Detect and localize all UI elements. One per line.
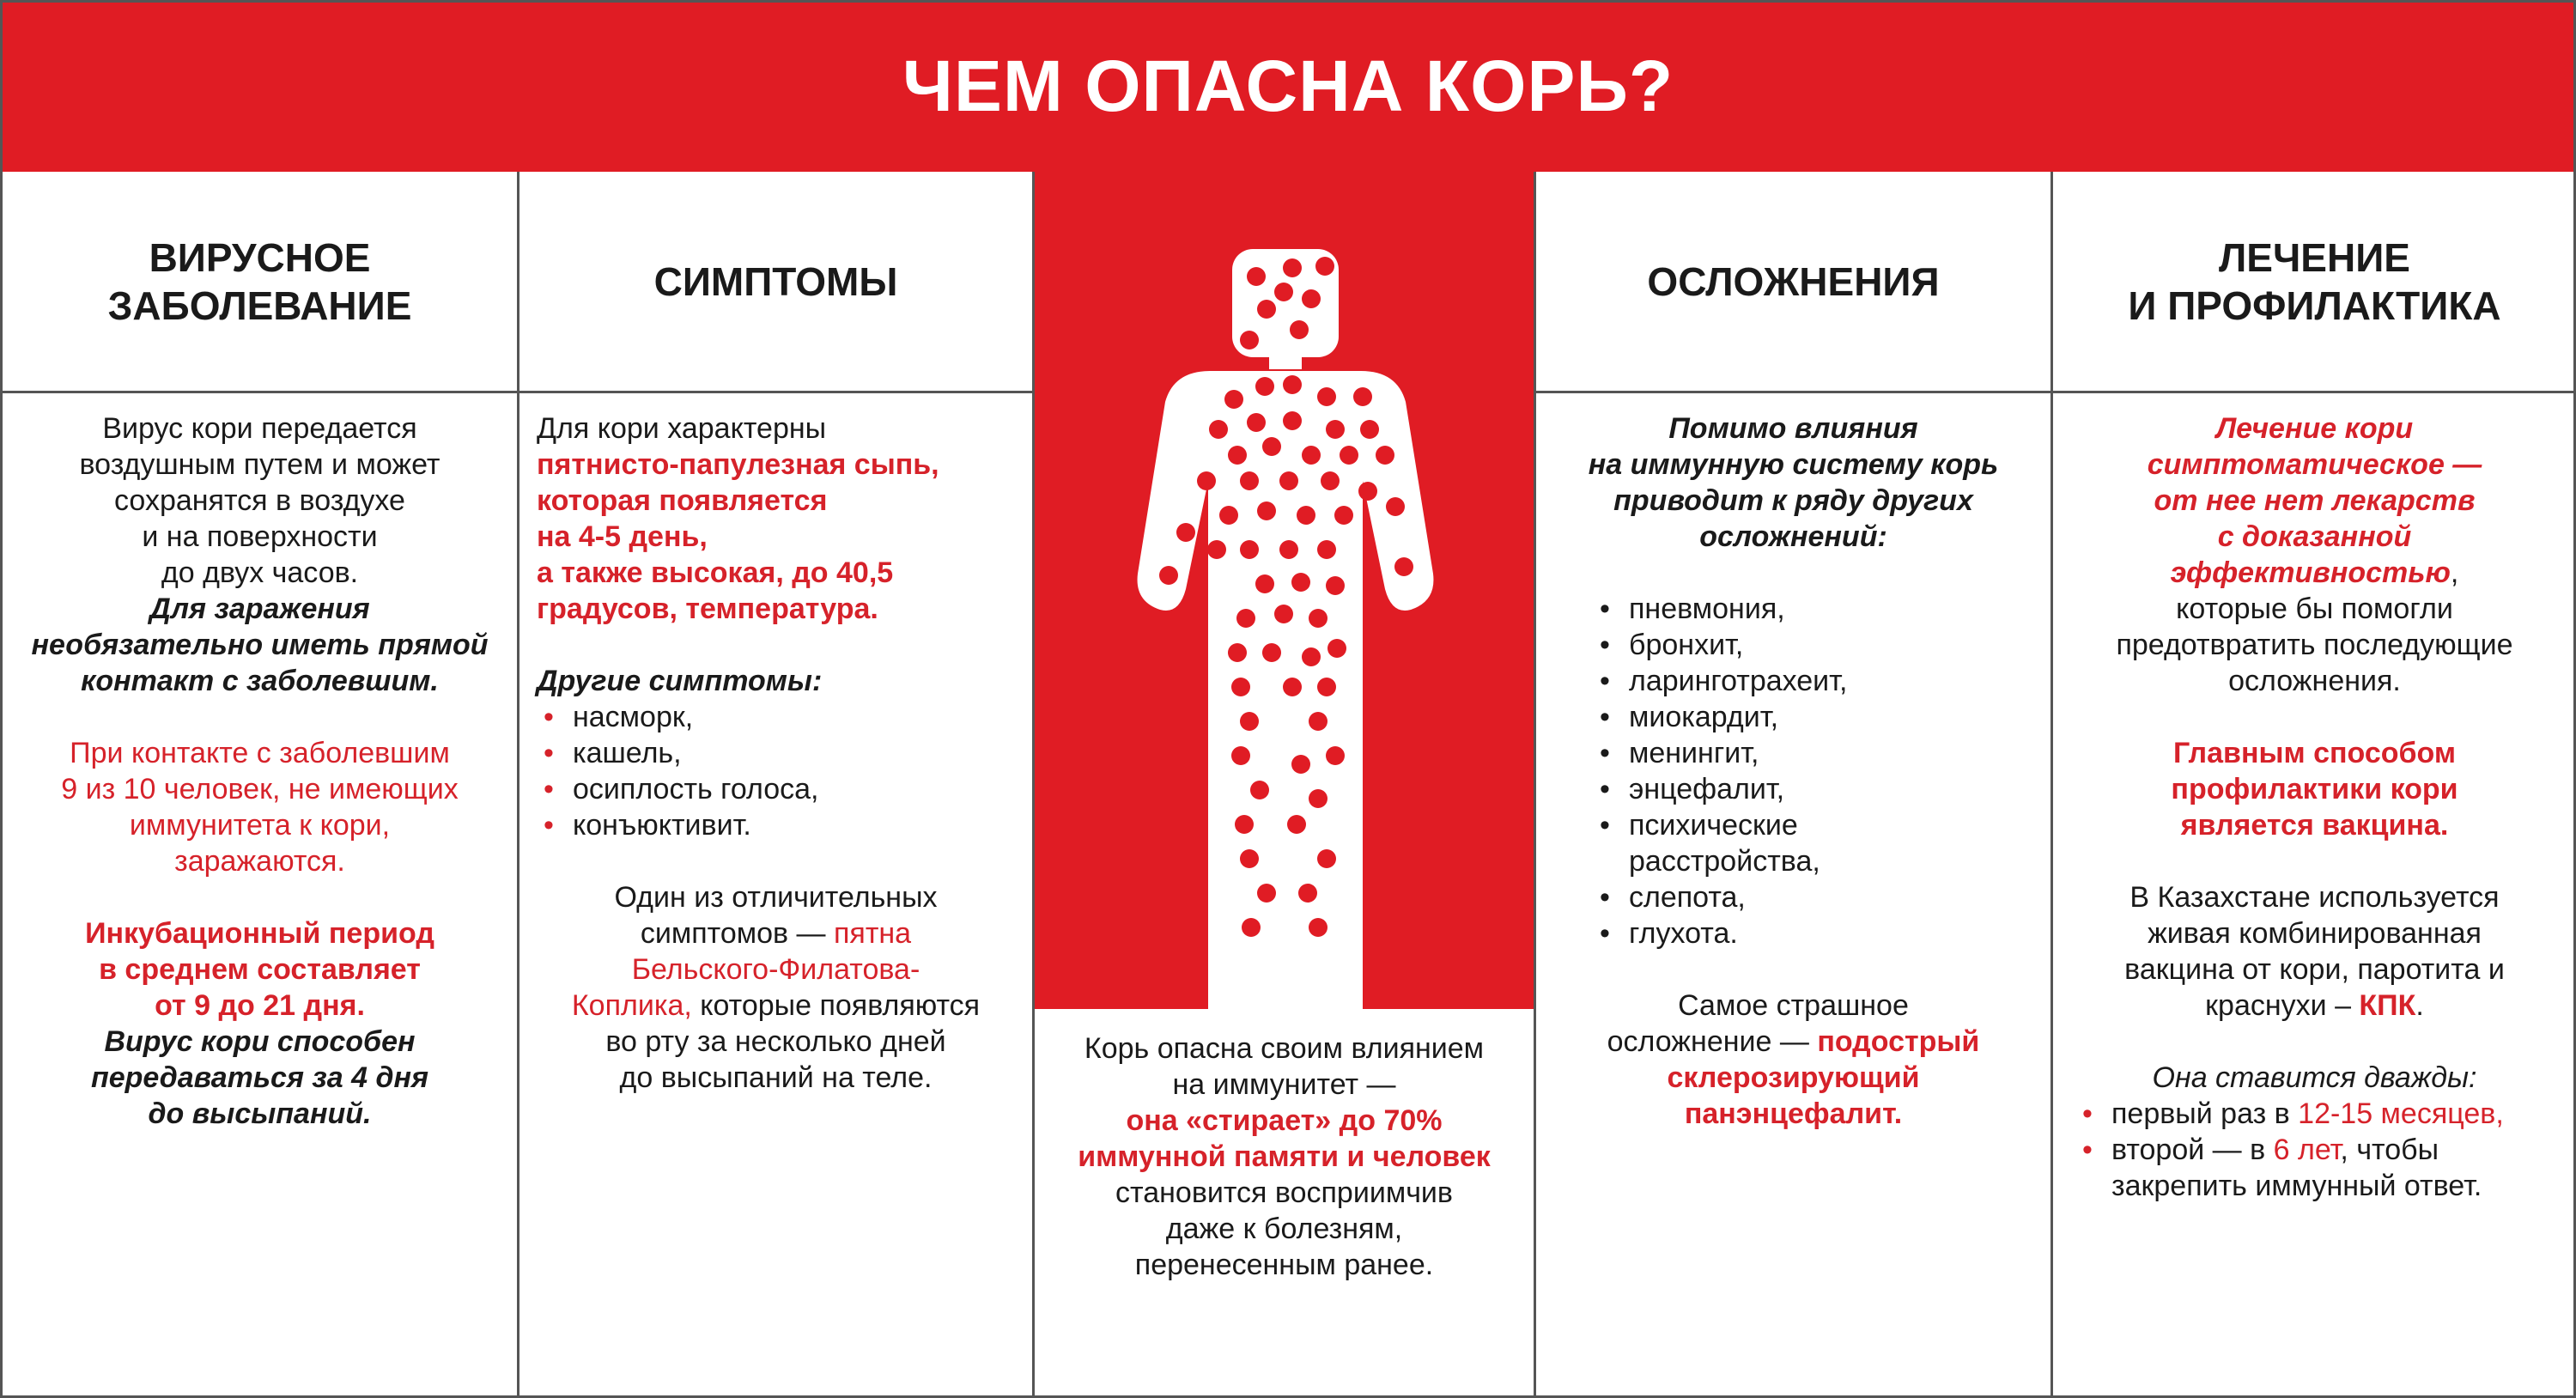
rash-dot (1358, 482, 1377, 501)
rash-dot (1176, 523, 1195, 542)
heading-line: ВИРУСНОЕ (149, 234, 371, 280)
rash-dot (1309, 789, 1327, 808)
rash-dot (1297, 506, 1315, 525)
rash-dot (1309, 918, 1327, 937)
text-line: на иммунитет — (1172, 1068, 1396, 1101)
rash-dot (1340, 446, 1358, 465)
column-header (519, 172, 1032, 393)
rash-dot (1309, 712, 1327, 731)
text-line: Вирус кори передается (102, 412, 417, 445)
list-item: • осиплость голоса, (537, 771, 1032, 807)
text-line: даже к болезням, (1165, 1213, 1403, 1245)
column-complications (1534, 172, 2050, 1398)
text-segment: Коплика, (571, 989, 692, 1022)
text-segment: , чтобы (2340, 1134, 2439, 1166)
list-item: • ларинготрахеит, (1593, 663, 1919, 699)
text-segment: краснухи – (2205, 989, 2360, 1022)
text-line: заражаются. (174, 845, 345, 878)
heading-line: СИМПТОМЫ (653, 258, 898, 304)
heading-line: И ПРОФИЛАКТИКА (2128, 283, 2501, 328)
list-item: • конъюктивит. (537, 807, 1032, 843)
text-line: сохранятся в воздухе (114, 484, 405, 517)
text-line: Один из отличительных (614, 881, 938, 914)
text-line: Корь опасна своим влиянием (1084, 1032, 1485, 1065)
column-symptoms (517, 172, 1032, 1398)
rash-dot (1279, 540, 1298, 559)
rash-dot (1255, 377, 1274, 396)
text-line: вакцина от кори, паротита и (2124, 953, 2505, 986)
list-item: • кашель, (537, 735, 1032, 771)
text-segment: симптомов — (640, 917, 835, 950)
text-line: передаваться за 4 дня (90, 1061, 429, 1094)
rash-dot (1240, 712, 1259, 731)
rash-dot (1327, 639, 1346, 658)
text-line: При контакте с заболевшим (70, 737, 450, 769)
rash-dot (1255, 574, 1274, 593)
column-body (519, 393, 1032, 1096)
title-banner (0, 0, 2576, 172)
dose-list (2075, 1096, 2576, 1204)
list-item: • менингит, (1593, 735, 1919, 771)
list-item (2075, 1168, 2576, 1204)
text-line: осложнения. (2228, 665, 2401, 697)
rash-dot (1334, 506, 1353, 525)
rash-dot (1283, 411, 1302, 430)
text-segment: 12-15 месяцев, (2298, 1097, 2504, 1130)
rash-dot (1291, 573, 1310, 592)
page-title: ЧЕМ ОПАСНА КОРЬ? (902, 45, 1674, 126)
rash-dot (1353, 387, 1372, 406)
human-figure-rash-icon (1035, 172, 1536, 1009)
text-line: Другие симптомы: (537, 665, 823, 697)
column-header (3, 172, 517, 393)
text-segment: второй — в (2111, 1134, 2274, 1166)
symptom-list (537, 699, 1032, 843)
text-segment: КПК (2359, 989, 2416, 1022)
text-line: Инкубационный период (85, 917, 434, 950)
rash-dot (1247, 413, 1266, 432)
rash-dot (1302, 289, 1321, 308)
text-line: симптоматическое — (2147, 448, 2482, 481)
rash-dot (1302, 446, 1321, 465)
rash-dot (1326, 746, 1345, 765)
rash-dot (1240, 331, 1259, 350)
text-line (2053, 988, 2576, 1024)
heading-line: ЗАБОЛЕВАНИЕ (107, 283, 412, 328)
column-header (2053, 172, 2576, 393)
column-body (1536, 393, 2050, 1132)
text-line: иммунной памяти и человек (1078, 1140, 1491, 1173)
rash-dot (1235, 815, 1254, 834)
rash-dot (1274, 605, 1293, 623)
text-line: Лечение кори (2215, 412, 2414, 445)
rash-dot (1317, 540, 1336, 559)
text-line: Для кори характерны (537, 412, 827, 445)
list-item: • глухота. (1593, 915, 1919, 951)
text-line: она «стирает» до 70% (1126, 1104, 1443, 1137)
rash-dot (1240, 849, 1259, 868)
text-segment: подострый (1817, 1025, 1980, 1058)
rash-dot (1228, 643, 1247, 662)
rash-dot (1219, 506, 1238, 525)
rash-dot (1317, 678, 1336, 696)
heading-line: ОСЛОЖНЕНИЯ (1647, 258, 1940, 304)
text-line: Помимо влияния (1668, 412, 1918, 445)
rash-dot (1309, 609, 1327, 628)
text-line: Она ставится дважды: (2152, 1061, 2477, 1094)
rash-dot (1250, 781, 1269, 799)
text-line (519, 915, 1032, 951)
rash-dot (1274, 283, 1293, 301)
rash-dot (1209, 420, 1228, 439)
text-line: профилактики кори (2171, 773, 2458, 805)
text-line: склерозирующий (1667, 1061, 1920, 1094)
red-figure-panel (1035, 172, 1534, 1009)
text-line: контакт с заболевшим. (81, 665, 439, 697)
text-line: Для заражения (149, 593, 370, 625)
text-line: осложнений: (1699, 520, 1887, 553)
text-line: приводит к ряду других (1613, 484, 1973, 517)
list-item: • психические расстройства, (1593, 807, 1919, 879)
rash-dot (1240, 540, 1259, 559)
list-item (2075, 1096, 2576, 1132)
text-segment: закрепить иммунный ответ. (2111, 1170, 2482, 1202)
rash-dot (1291, 755, 1310, 774)
column-body (1035, 1022, 1534, 1283)
rash-dot (1240, 471, 1259, 490)
rash-dot (1197, 471, 1216, 490)
rash-dot (1283, 258, 1302, 277)
complication-list (1593, 591, 1919, 951)
text-line: в среднем составляет (99, 953, 421, 986)
text-line: необязательно иметь прямой (31, 629, 489, 661)
rash-dot (1360, 420, 1379, 439)
rash-dot (1242, 918, 1261, 937)
column-center-figure (1032, 172, 1534, 1398)
text-line: а также высокая, до 40,5 (537, 556, 894, 589)
rash-dot (1283, 678, 1302, 696)
text-line: живая комбинированная (2148, 917, 2482, 950)
column-treatment (2050, 172, 2576, 1398)
rash-dot (1228, 446, 1247, 465)
text-line: до высыпаний. (148, 1097, 372, 1130)
rash-dot (1247, 267, 1266, 286)
rash-dot (1262, 437, 1281, 456)
rash-dot (1315, 257, 1334, 276)
text-line: предотвратить последующие (2116, 629, 2513, 661)
text-segment: , (2450, 556, 2459, 589)
rash-dot (1394, 557, 1413, 576)
text-segment: 6 лет (2273, 1134, 2341, 1166)
text-segment: эффективностью (2170, 556, 2451, 589)
text-segment: . (2415, 989, 2424, 1022)
rash-dot (1231, 746, 1250, 765)
rash-dot (1317, 849, 1336, 868)
text-segment: первый раз в (2111, 1097, 2299, 1130)
text-line: и на поверхности (142, 520, 378, 553)
rash-dot (1283, 375, 1302, 394)
list-item: • слепота, (1593, 879, 1919, 915)
text-line: пятнисто-папулезная сыпь, (537, 448, 939, 481)
text-line: во рту за несколько дней (605, 1025, 946, 1058)
text-line (519, 988, 1032, 1024)
rash-dot (1236, 609, 1255, 628)
text-line: Бельского-Филатова- (631, 953, 920, 986)
list-item: • миокардит, (1593, 699, 1919, 735)
text-line: иммунитета к кори, (129, 809, 391, 842)
text-line: 9 из 10 человек, не имеющих (61, 773, 459, 805)
rash-dot (1326, 420, 1345, 439)
text-line: Вирус кори способен (104, 1025, 416, 1058)
rash-dot (1257, 300, 1276, 319)
text-line (1536, 1024, 2050, 1060)
text-line: от 9 до 21 дня. (155, 989, 365, 1022)
text-line: от нее нет лекарств (2154, 484, 2476, 517)
text-segment: пятна (834, 917, 912, 950)
rash-dot (1386, 497, 1405, 516)
rash-dot (1321, 471, 1340, 490)
text-line: на 4-5 день, (537, 520, 708, 553)
column-body (2053, 393, 2576, 1204)
rash-dot (1224, 390, 1243, 409)
rash-dot (1257, 501, 1276, 520)
text-line: панэнцефалит. (1684, 1097, 1903, 1130)
text-line: с доказанной (2217, 520, 2412, 553)
rash-dot (1298, 884, 1317, 903)
text-line: на иммунную систему корь (1588, 448, 1999, 481)
text-line: Самое страшное (1678, 989, 1909, 1022)
text-line (2053, 555, 2576, 591)
list-item: • бронхит, (1593, 627, 1919, 663)
rash-dot (1290, 320, 1309, 339)
column-header (1536, 172, 2050, 393)
list-item: • энцефалит, (1593, 771, 1919, 807)
list-item (2075, 1132, 2576, 1168)
list-item: • насморк, (537, 699, 1032, 735)
rash-dot (1302, 647, 1321, 666)
rash-dot (1326, 576, 1345, 595)
column-viral-disease (0, 172, 517, 1398)
column-body (3, 393, 517, 1132)
rash-dot (1207, 540, 1226, 559)
rash-dot (1257, 884, 1276, 903)
text-segment: которые появляются (691, 989, 981, 1022)
rash-dot (1279, 471, 1298, 490)
rash-dot (1231, 678, 1250, 696)
list-item: • пневмония, (1593, 591, 1919, 627)
heading-line: ЛЕЧЕНИЕ (2219, 234, 2410, 280)
rash-dot (1317, 387, 1336, 406)
text-line: В Казахстане используется (2129, 881, 2500, 914)
info-grid (0, 172, 2576, 1398)
text-line: перенесенным ранее. (1134, 1249, 1434, 1281)
rash-dot (1287, 815, 1306, 834)
text-line: до двух часов. (161, 556, 359, 589)
text-line: становится восприимчив (1115, 1176, 1453, 1209)
rash-dot (1262, 643, 1281, 662)
text-line: градусов, температура. (537, 593, 878, 625)
rash-dot (1376, 446, 1394, 465)
rash-dot (1159, 566, 1178, 585)
text-line: Главным способом (2172, 737, 2457, 769)
text-line: является вакцина. (2180, 809, 2449, 842)
text-segment: осложнение — (1607, 1025, 1818, 1058)
text-line: которая появляется (537, 484, 828, 517)
text-line: воздушным путем и может (79, 448, 440, 481)
text-line: до высыпаний на теле. (619, 1061, 933, 1094)
text-line: которые бы помогли (2176, 593, 2453, 625)
